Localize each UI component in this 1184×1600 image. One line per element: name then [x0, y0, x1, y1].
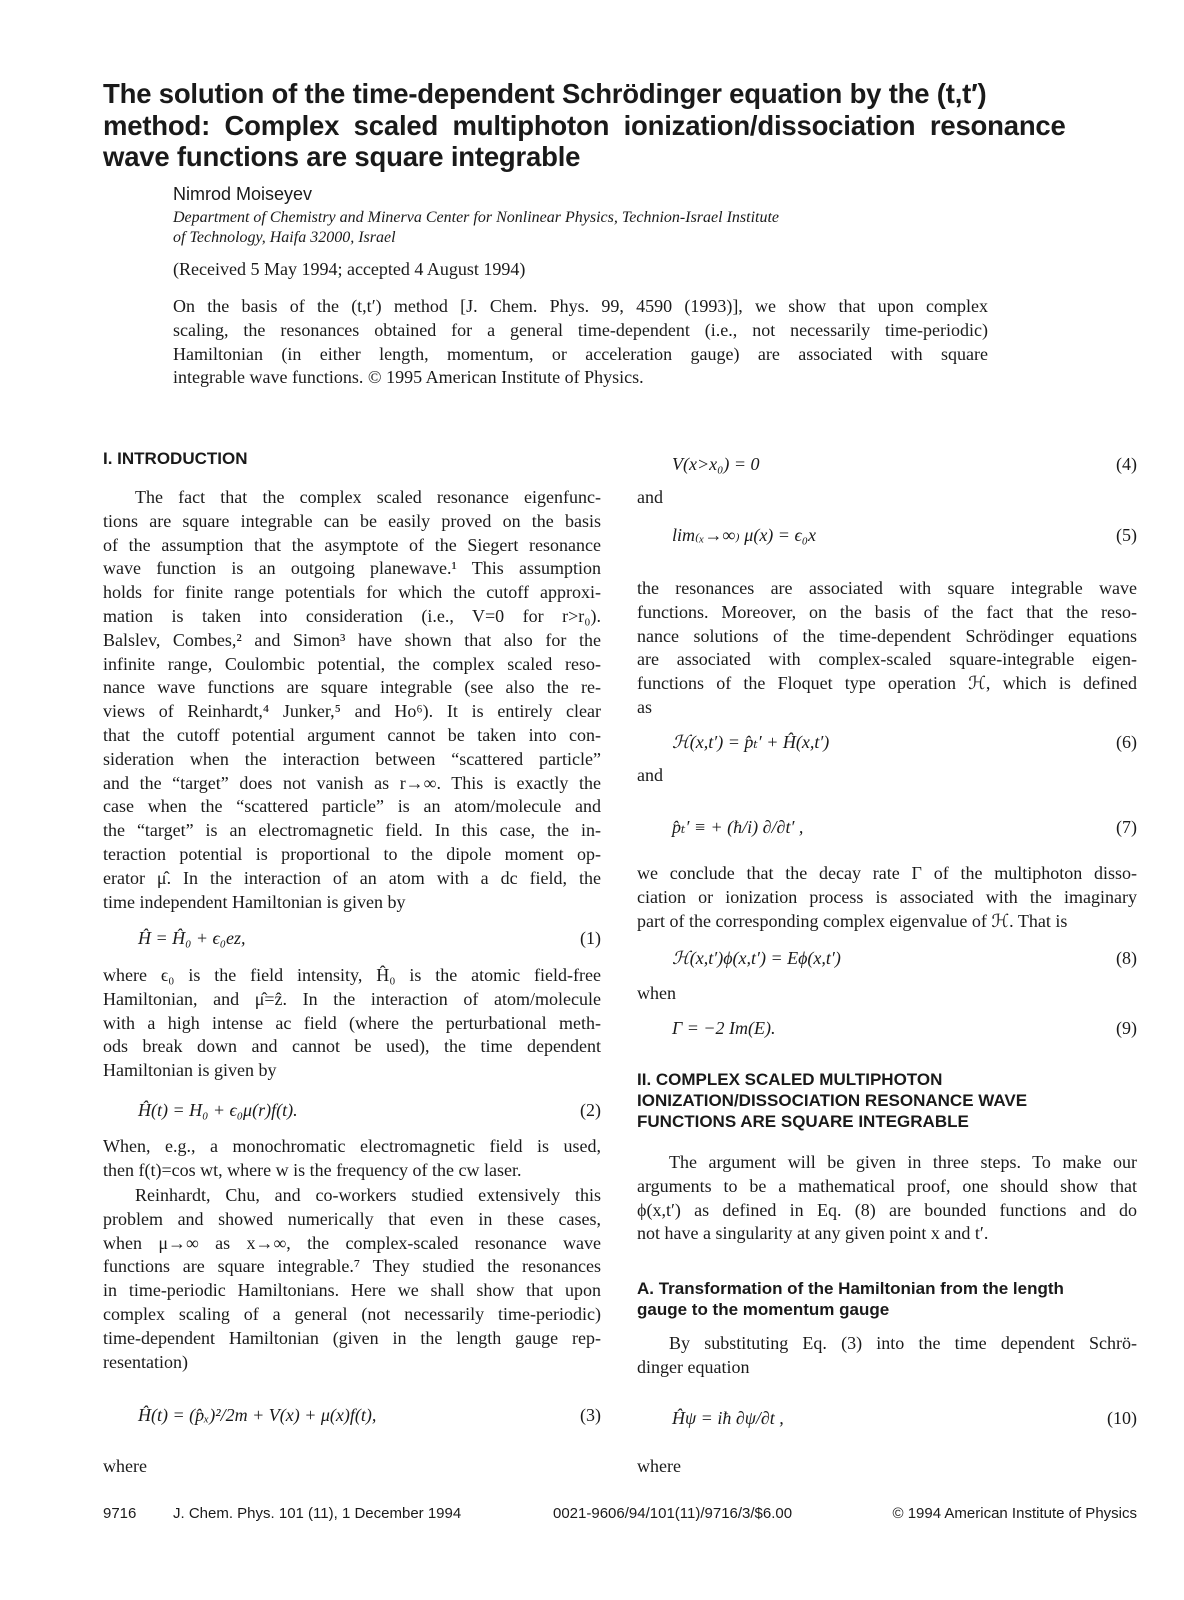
equation	[103, 923, 601, 953]
heading-line: II. COMPLEX SCALED MULTIPHOTON	[637, 1070, 943, 1089]
text-line: where ϵ₀ is the field intensity, Ĥ₀ is the atomic field-free	[103, 965, 601, 985]
equation	[637, 449, 1137, 479]
text-line: with a high intense ac field (where the perturbational meth-	[103, 1012, 601, 1033]
heading-line: A. Transformation of the Hamiltonian from the length	[637, 1279, 1064, 1298]
affiliation	[173, 208, 779, 248]
abstract-line: On the basis of the (t,t′) method [J. Chem. Phys. 99, 4590 (1993)], we show that upon complex	[173, 296, 988, 316]
equation-number: (1)	[580, 928, 601, 948]
equation-number: (10)	[1107, 1408, 1137, 1428]
paragraph	[637, 1455, 1137, 1479]
text-line: and	[637, 487, 663, 507]
text-line: dinger equation	[637, 1356, 750, 1377]
article-title	[103, 78, 1066, 173]
paragraph	[103, 964, 601, 1083]
text-line: The argument will be given in three steps. To make our	[669, 1152, 1137, 1172]
section-heading	[637, 1278, 1137, 1320]
text-line: then f(t)=cos wt, where w is the frequency of the cw laser.	[103, 1159, 522, 1180]
text-line: time independent Hamiltonian is given by	[103, 891, 406, 912]
paragraph	[637, 764, 1137, 788]
abstract	[173, 295, 988, 390]
text-line: case when the “scattered particle” is an atom/molecule and	[103, 796, 601, 817]
equation-number: (7)	[1116, 817, 1137, 837]
title-line: The solution of the time-dependent Schrödinger equation by the (t,t′)	[103, 78, 987, 109]
text-line: Balslev, Combes,² and Simon³ have shown that also for the	[103, 629, 601, 650]
section-heading	[637, 1069, 1137, 1132]
equation	[637, 943, 1137, 973]
text-line: as	[637, 696, 652, 717]
equation-body: Ĥψ = iħ ∂ψ/∂t ,	[672, 1408, 784, 1428]
paragraph	[103, 1455, 601, 1479]
text-line: ϕ(x,t′) as defined in Eq. (8) are bounded functions and do	[637, 1199, 1137, 1220]
equation-body: ℋ(x,t′) = p̂ₜ′ + Ĥ(x,t′)	[672, 732, 830, 752]
text-line: holds for finite range potentials for which the cutoff approxi-	[103, 582, 601, 603]
paragraph	[637, 862, 1137, 933]
text-line: infinite range, Coulombic potential, the complex scaled reso-	[103, 653, 601, 674]
text-line: tions are square integrable can be easily proved on the basis	[103, 510, 601, 531]
text-line: ods break down and cannot be used), the time dependent	[103, 1036, 601, 1057]
text-line: functions. Moreover, on the basis of the fact that the reso-	[637, 601, 1137, 622]
text-line: where	[103, 1456, 147, 1476]
affiliation-line: Department of Chemistry and Minerva Center for Nonlinear Physics, Technion-Israel Institute	[173, 209, 780, 226]
footer-page-number: 9716	[103, 1505, 137, 1522]
equation-number: (9)	[1116, 1018, 1137, 1038]
text-line: that the cutoff potential argument cannot be taken into con-	[103, 724, 601, 745]
equation	[103, 1095, 601, 1125]
received-dates: (Received 5 May 1994; accepted 4 August 1994)	[173, 259, 526, 279]
paragraph	[637, 577, 1137, 720]
text-line: nance solutions of the time-dependent Schrödinger equations	[637, 625, 1137, 646]
equation-body: Ĥ(t) = H₀ + ϵ₀μ(r)f(t).	[138, 1100, 298, 1120]
text-line: wave function is an outgoing planewave.¹ This assumption	[103, 558, 601, 579]
equation-number: (8)	[1116, 948, 1137, 968]
paragraph	[637, 1151, 1137, 1246]
footer-code: 0021-9606/94/101(11)/9716/3/$6.00	[553, 1505, 793, 1522]
equation-number: (2)	[580, 1100, 601, 1120]
text-line: The fact that the complex scaled resonance eigenfunc-	[135, 487, 601, 507]
text-line: Hamiltonian is given by	[103, 1060, 277, 1081]
heading-line: gauge to the momentum gauge	[637, 1300, 890, 1319]
text-line: of the assumption that the asymptote of the Siegert resonance	[103, 534, 601, 555]
paragraph	[103, 1135, 601, 1183]
paragraph	[637, 1332, 1137, 1380]
text-line: functions of the Floquet type operation ℋ, which is defined	[637, 673, 1137, 694]
equation-number: (4)	[1116, 454, 1137, 474]
equation-body: ℋ(x,t′)ϕ(x,t′) = Eϕ(x,t′)	[672, 948, 841, 968]
paragraph	[103, 1184, 601, 1374]
text-line: views of Reinhardt,⁴ Junker,⁵ and Ho⁶). It is entirely clear	[103, 701, 601, 722]
affiliation-line: of Technology, Haifa 32000, Israel	[173, 229, 396, 246]
text-line: resentation)	[103, 1351, 188, 1372]
paragraph	[637, 486, 1137, 510]
equation	[637, 1013, 1137, 1043]
text-line: where	[637, 1456, 681, 1476]
title-line: method: Complex scaled multiphoton ionization/dissociation resonance	[103, 109, 1066, 141]
footer-copyright: © 1994 American Institute of Physics	[892, 1505, 1137, 1522]
text-line: Hamiltonian, and μ̂=ẑ. In the interaction of atom/molecule	[103, 988, 601, 1009]
text-line: when	[637, 983, 676, 1003]
title-line: wave functions are square integrable	[103, 141, 581, 172]
text-line: and the “target” does not vanish as r→∞. This is exactly the	[103, 772, 601, 793]
text-line: we conclude that the decay rate Γ of the multiphoton disso-	[637, 863, 1137, 883]
text-line: mation is taken into consideration (i.e., V=0 for r>r₀).	[103, 605, 601, 626]
equation-body: p̂ₜ′ ≡ + (ħ/i) ∂/∂t′ ,	[672, 817, 804, 837]
section-heading	[103, 448, 601, 469]
equation-number: (5)	[1116, 525, 1137, 545]
heading-line: I. INTRODUCTION	[103, 449, 248, 468]
paragraph	[103, 486, 601, 914]
equation-body: lim₍ₓ→∞₎ μ(x) = ϵ₀x	[672, 525, 816, 545]
equation	[637, 727, 1137, 757]
equation-number: (3)	[580, 1405, 601, 1425]
text-line: When, e.g., a monochromatic electromagnetic field is used,	[103, 1136, 601, 1156]
text-line: not have a singularity at any given point x and t′.	[637, 1223, 989, 1244]
equation	[637, 520, 1137, 550]
abstract-line: scaling, the resonances obtained for a general time-dependent (i.e., not necessarily time-periodic)	[173, 319, 988, 340]
text-line: By substituting Eq. (3) into the time dependent Schrö-	[669, 1333, 1137, 1353]
text-line: are associated with complex-scaled square-integrable eigen-	[637, 649, 1137, 670]
text-line: ciation or ionization process is associated with the imaginary	[637, 886, 1137, 907]
text-line: sideration when the interaction between “scattered particle”	[103, 748, 601, 769]
equation-number: (6)	[1116, 732, 1137, 752]
text-line: erator μ̂. In the interaction of an atom with a dc field, the	[103, 867, 601, 888]
text-line: arguments to be a mathematical proof, one should show that	[637, 1175, 1137, 1196]
equation-body: V(x>x₀) = 0	[672, 454, 760, 474]
footer-journal: J. Chem. Phys. 101 (11), 1 December 1994	[173, 1505, 462, 1522]
abstract-line: Hamiltonian (in either length, momentum, or acceleration gauge) are associated with square	[173, 343, 988, 364]
text-line: the “target” is an electromagnetic field. In this case, the in-	[103, 820, 601, 841]
text-line: time-dependent Hamiltonian (given in the length gauge rep-	[103, 1327, 601, 1348]
text-line: in time-periodic Hamiltonians. Here we shall show that upon	[103, 1280, 601, 1301]
text-line: problem and showed numerically that even in these cases,	[103, 1208, 601, 1229]
equation	[103, 1400, 601, 1430]
heading-line: IONIZATION/DISSOCIATION RESONANCE WAVE	[637, 1091, 1028, 1110]
text-line: functions are square integrable.⁷ They studied the resonances	[103, 1256, 601, 1277]
abstract-line: integrable wave functions. © 1995 American Institute of Physics.	[173, 367, 644, 388]
paragraph	[637, 982, 1137, 1006]
equation-body: Ĥ(t) = (p̂ₓ)²/2m + V(x) + μ(x)f(t),	[138, 1405, 377, 1425]
text-line: part of the corresponding complex eigenvalue of ℋ. That is	[637, 910, 1068, 931]
text-line: the resonances are associated with square integrable wave	[637, 578, 1137, 598]
equation	[637, 812, 1137, 842]
text-line: complex scaling of a general (not necessarily time-periodic)	[103, 1303, 601, 1324]
text-line: Reinhardt, Chu, and co-workers studied extensively this	[135, 1185, 601, 1205]
text-line: when μ→∞ as x→∞, the complex-scaled resonance wave	[103, 1232, 601, 1253]
equation-body: Γ = −2 Im(E).	[672, 1018, 776, 1038]
author-name: Nimrod Moiseyev	[173, 184, 313, 204]
text-line: and	[637, 765, 663, 785]
equation	[637, 1403, 1137, 1433]
text-line: teraction potential is proportional to the dipole moment op-	[103, 843, 601, 864]
equation-body: Ĥ = Ĥ₀ + ϵ₀ez,	[138, 928, 246, 948]
text-line: nance wave functions are square integrable (see also the re-	[103, 677, 601, 698]
heading-line: FUNCTIONS ARE SQUARE INTEGRABLE	[637, 1112, 969, 1131]
